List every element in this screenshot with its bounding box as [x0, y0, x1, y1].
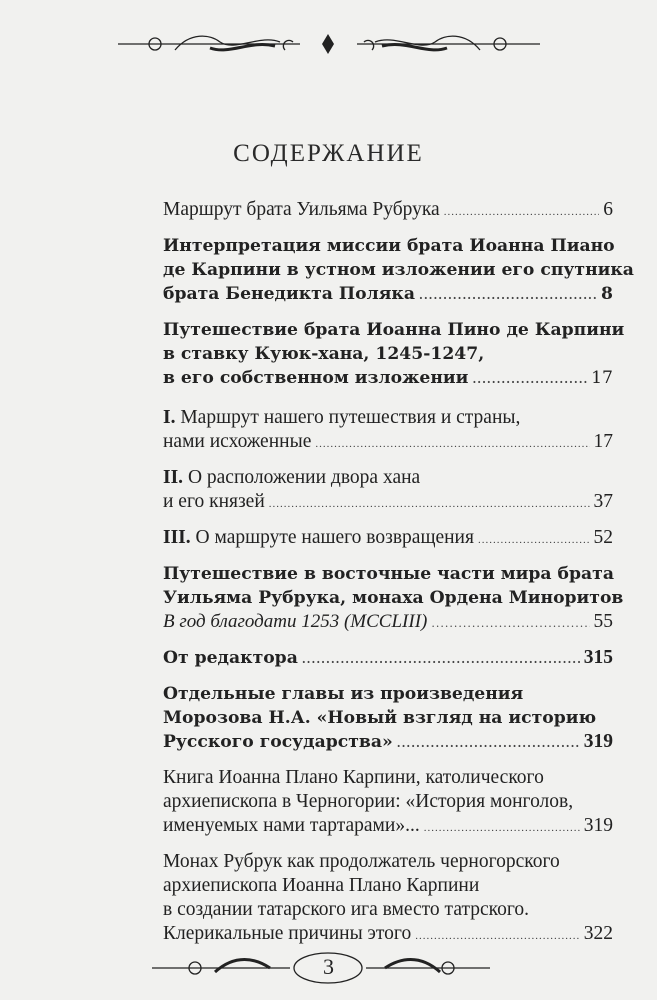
roman-numeral: II.: [163, 467, 184, 488]
dot-leader: [472, 368, 587, 392]
toc-entry-title: архиепископа Иоанна Плано Карпини: [163, 875, 480, 896]
dot-leader: [478, 528, 590, 552]
dot-leader: [415, 924, 580, 948]
toc-page-number: 17: [593, 431, 613, 452]
toc-entry-title: архиепископа в Черногории: «История монголов,: [163, 791, 574, 812]
toc-entry-title: Маршрут нашего путешествия и страны,: [175, 407, 521, 428]
toc-entry-title: именуемых нами тартарами»...: [163, 815, 420, 836]
toc-entry-title: Монах Рубрук как продолжатель черногорского: [163, 851, 560, 872]
toc-entry-title: Отдельные главы из произведения: [163, 684, 524, 704]
toc-page-number: 322: [583, 923, 613, 944]
toc-entry: [163, 406, 613, 456]
toc-entry-title: Путешествие брата Иоанна Пино де Карпини: [163, 320, 625, 340]
toc-entry-title: Маршрут брата Уильяма Рубрука: [163, 199, 440, 220]
toc-entry: [163, 466, 613, 516]
dot-leader: [315, 432, 589, 456]
dot-leader: [431, 612, 589, 636]
toc-entry-title: Русского государства»: [163, 732, 393, 752]
dot-leader: [424, 816, 580, 840]
toc-page-number: 52: [593, 527, 613, 548]
toc-page-number: 8: [601, 284, 613, 304]
toc-entry: [163, 766, 613, 840]
toc-entry-title: нами исхоженные: [163, 431, 312, 452]
table-of-contents: [163, 198, 634, 958]
toc-entry: [163, 562, 624, 636]
bottom-ornament: [0, 948, 657, 984]
toc-entry-title: Клерикальные причины этого: [163, 923, 412, 944]
dot-leader: [444, 200, 600, 224]
dot-leader: [269, 492, 590, 516]
toc-page-number: 55: [593, 611, 613, 632]
top-ornament-flourish: [0, 30, 657, 60]
toc-entry: [163, 318, 625, 392]
page-title: СОДЕРЖАНИЕ: [233, 140, 424, 167]
toc-page-number: 315: [583, 647, 613, 668]
toc-entry-title: в его собственном изложении: [163, 368, 469, 388]
toc-entry-title: От редактора: [163, 648, 298, 668]
toc-entry: [163, 646, 613, 672]
page-number: 3: [323, 954, 334, 979]
toc-entry-title: О расположении двора хана: [183, 467, 421, 488]
toc-entry: [163, 234, 634, 308]
toc-page-number: 319: [583, 731, 613, 752]
toc-entry: [163, 198, 613, 224]
toc-entry-title: брата Бенедикта Поляка: [163, 284, 415, 304]
toc-entry-title: Уильяма Рубрука, монаха Ордена Миноритов: [163, 588, 624, 608]
toc-entry-title: в ставку Куюк-хана, 1245-1247,: [163, 344, 485, 364]
toc-entry-title: О маршруте нашего возвращения: [190, 527, 474, 548]
toc-entry-subtitle: В год благодати 1253 (MCCLIII): [163, 611, 428, 632]
toc-page-number: 319: [583, 815, 613, 836]
toc-page-number: 37: [593, 491, 613, 512]
dot-leader: [397, 732, 580, 756]
toc-entry-title: де Карпини в устном изложении его спутника: [163, 260, 634, 280]
toc-page-number: 6: [603, 199, 613, 220]
roman-numeral: III.: [163, 527, 191, 548]
toc-entry: [163, 850, 613, 948]
toc-entry-title: Путешествие в восточные части мира брата: [163, 564, 614, 584]
toc-entry: [163, 682, 613, 756]
toc-entry-title: Книга Иоанна Плано Карпини, католического: [163, 767, 544, 788]
toc-entry-title: и его князей: [163, 491, 265, 512]
toc-entry-title: Морозова Н.А. «Новый взгляд на историю: [163, 708, 597, 728]
roman-numeral: I.: [163, 407, 176, 428]
dot-leader: [419, 284, 597, 308]
toc-entry-title: Интерпретация миссии брата Иоанна Пиано: [163, 236, 615, 256]
toc-page-number: 17: [591, 368, 613, 388]
toc-entry-title: в создании татарского ига вместо татрского.: [163, 899, 530, 920]
dot-leader: [302, 648, 580, 672]
toc-entry: [163, 526, 613, 552]
